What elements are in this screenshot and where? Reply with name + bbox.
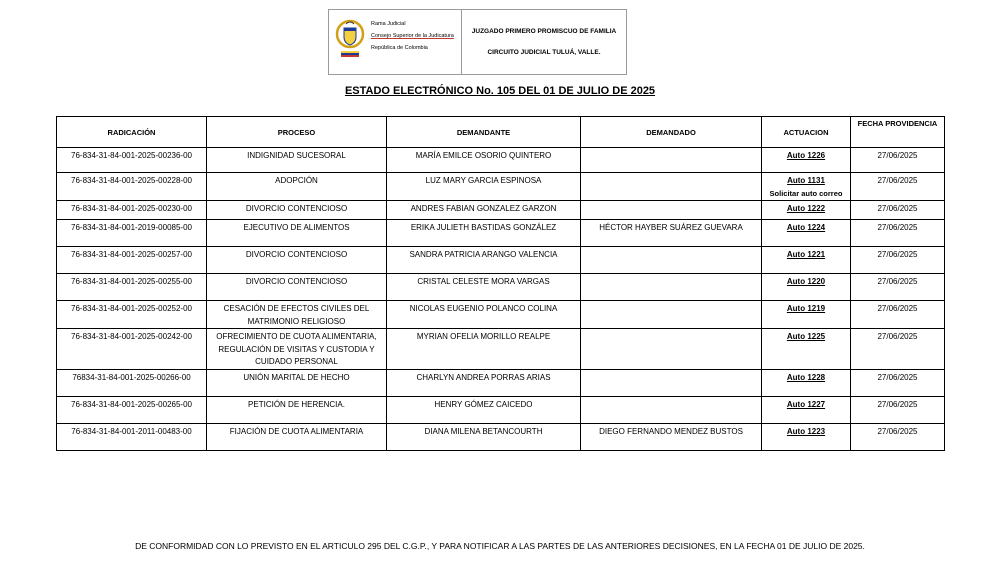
fecha-cell: 27/06/2025	[851, 247, 945, 274]
col-header-proceso: PROCESO	[207, 117, 387, 148]
footer-notice: DE CONFORMIDAD CON LO PREVISTO EN EL ARTICULO 295 DEL C.G.P., Y PARA NOTIFICAR A LAS PARTES DE LAS ANTERIORES DECISIONES, EN LA FECHA 01 DE JULIO DE 2025.	[135, 541, 865, 551]
court-info	[462, 10, 626, 74]
proceso-cell: OFRECIMIENTO DE CUOTA ALIMENTARIA, REGULACIÓN DE VISITAS Y CUSTODIA Y CUIDADO PERSONAL	[207, 329, 387, 370]
demandado-cell	[581, 369, 762, 396]
radicacion-cell: 76-834-31-84-001-2025-00236-00	[57, 148, 207, 173]
col-header-demandado: DEMANDADO	[581, 117, 762, 148]
radicacion-cell: 76-834-31-84-001-2025-00255-00	[57, 274, 207, 301]
demandante-cell: ERIKA JULIETH BASTIDAS GONZÁLEZ	[387, 220, 581, 247]
radicacion-cell: 76-834-31-84-001-2019-00085-00	[57, 220, 207, 247]
proceso-cell: INDIGNIDAD SUCESORAL	[207, 148, 387, 173]
demandante-cell: CHARLYN ANDREA PORRAS ARIAS	[387, 369, 581, 396]
demandado-cell	[581, 301, 762, 329]
demandante-cell: CRISTAL CELESTE MORA VARGAS	[387, 274, 581, 301]
actuacion-cell	[762, 201, 851, 220]
actuacion-cell	[762, 274, 851, 301]
actuacion-cell	[762, 301, 851, 329]
table-row	[57, 423, 945, 450]
actuacion-cell	[762, 173, 851, 201]
col-header-demandante: DEMANDANTE	[387, 117, 581, 148]
auto-link[interactable]: Auto 1224	[786, 223, 826, 232]
estado-table	[56, 116, 945, 451]
fecha-cell: 27/06/2025	[851, 396, 945, 423]
letterhead	[328, 9, 627, 75]
proceso-cell: UNIÓN MARITAL DE HECHO	[207, 369, 387, 396]
actuacion-cell	[762, 396, 851, 423]
demandado-cell	[581, 329, 762, 370]
letterhead-logo-area	[329, 10, 462, 74]
court-name: JUZGADO PRIMERO PROMISCUO DE FAMILIA	[471, 28, 617, 35]
proceso-cell: DIVORCIO CONTENCIOSO	[207, 274, 387, 301]
demandado-cell	[581, 247, 762, 274]
radicacion-cell: 76-834-31-84-001-2011-00483-00	[57, 423, 207, 450]
demandado-cell	[581, 173, 762, 201]
actuacion-cell	[762, 148, 851, 173]
demandante-cell: MARÍA EMILCE OSORIO QUINTERO	[387, 148, 581, 173]
org-line-1: Rama Judicial	[371, 21, 406, 27]
radicacion-cell: 76-834-31-84-001-2025-00257-00	[57, 247, 207, 274]
table-row	[57, 396, 945, 423]
auto-link[interactable]: Auto 1222	[786, 204, 826, 213]
auto-link[interactable]: Auto 1221	[786, 250, 826, 259]
fecha-cell: 27/06/2025	[851, 220, 945, 247]
demandado-cell	[581, 396, 762, 423]
fecha-cell: 27/06/2025	[851, 423, 945, 450]
fecha-cell: 27/06/2025	[851, 201, 945, 220]
proceso-cell: DIVORCIO CONTENCIOSO	[207, 247, 387, 274]
table-header-row	[57, 117, 945, 148]
auto-link[interactable]: Auto 1131	[787, 176, 825, 185]
fecha-cell: 27/06/2025	[851, 274, 945, 301]
table-row	[57, 148, 945, 173]
actuacion-cell	[762, 247, 851, 274]
demandante-cell: DIANA MILENA BETANCOURTH	[387, 423, 581, 450]
radicacion-cell: 76-834-31-84-001-2025-00228-00	[57, 173, 207, 201]
actuacion-cell	[762, 220, 851, 247]
demandado-cell: HÉCTOR HAYBER SUÁREZ GUEVARA	[581, 220, 762, 247]
auto-link[interactable]: Auto 1227	[786, 399, 826, 409]
actuacion-cell	[762, 329, 851, 370]
proceso-cell: PETICIÓN DE HERENCIA.	[207, 396, 387, 423]
table-row	[57, 220, 945, 247]
document-title: ESTADO ELECTRÓNICO No. 105 DEL 01 DE JULIO DE 2025	[344, 85, 656, 97]
auto-link[interactable]: Auto 1219	[786, 304, 826, 313]
table-row	[57, 369, 945, 396]
table-body	[57, 148, 945, 451]
org-line-2: Consejo Superior de la Judicatura	[371, 33, 454, 39]
table-row	[57, 301, 945, 329]
table-row	[57, 201, 945, 220]
radicacion-cell: 76834-31-84-001-2025-00266-00	[57, 369, 207, 396]
auto-link[interactable]: Auto 1225	[786, 332, 826, 341]
actuacion-cell	[762, 423, 851, 450]
court-circuit: CIRCUITO JUDICIAL TULUÁ, VALLE.	[487, 49, 601, 56]
fecha-cell: 27/06/2025	[851, 329, 945, 370]
demandante-cell: LUZ MARY GARCIA ESPINOSA	[387, 173, 581, 201]
proceso-cell: FIJACIÓN DE CUOTA ALIMENTARIA	[207, 423, 387, 450]
demandante-cell: HENRY GÓMEZ CAICEDO	[387, 396, 581, 423]
fecha-cell: 27/06/2025	[851, 369, 945, 396]
proceso-cell: DIVORCIO CONTENCIOSO	[207, 201, 387, 220]
demandado-cell	[581, 274, 762, 301]
radicacion-cell: 76-834-31-84-001-2025-00265-00	[57, 396, 207, 423]
demandante-cell: MYRIAN OFELIA MORILLO REALPE	[387, 329, 581, 370]
radicacion-cell: 76-834-31-84-001-2025-00242-00	[57, 329, 207, 370]
radicacion-cell: 76-834-31-84-001-2025-00230-00	[57, 201, 207, 220]
proceso-cell: EJECUTIVO DE ALIMENTOS	[207, 220, 387, 247]
demandado-cell	[581, 148, 762, 173]
proceso-cell: CESACIÓN DE EFECTOS CIVILES DEL MATRIMONIO RELIGIOSO	[207, 301, 387, 329]
demandante-cell: NICOLAS EUGENIO POLANCO COLINA	[387, 301, 581, 329]
actuacion-cell	[762, 369, 851, 396]
radicacion-cell: 76-834-31-84-001-2025-00252-00	[57, 301, 207, 329]
demandante-cell: SANDRA PATRICIA ARANGO VALENCIA	[387, 247, 581, 274]
fecha-cell: 27/06/2025	[851, 148, 945, 173]
auto-link[interactable]: Auto 1228	[786, 372, 826, 382]
table-row	[57, 329, 945, 370]
fecha-cell: 27/06/2025	[851, 301, 945, 329]
demandado-cell: DIEGO FERNANDO MENDEZ BUSTOS	[581, 423, 762, 450]
fecha-cell: 27/06/2025	[851, 173, 945, 201]
demandante-cell: ANDRES FABIAN GONZALEZ GARZON	[387, 201, 581, 220]
auto-link[interactable]: Auto 1226	[786, 151, 826, 160]
auto-link[interactable]: Auto 1220	[786, 277, 826, 286]
proceso-cell: ADOPCIÓN	[207, 173, 387, 201]
col-header-fecha: FECHA PROVIDENCIA	[851, 117, 945, 148]
demandado-cell	[581, 201, 762, 220]
table-row	[57, 247, 945, 274]
colombia-seal-icon	[335, 18, 365, 62]
auto-link[interactable]: Auto 1223	[786, 426, 826, 436]
col-header-actuacion: ACTUACION	[762, 117, 851, 148]
table-row	[57, 173, 945, 201]
col-header-radicacion: RADICACIÓN	[57, 117, 207, 148]
actuacion-note: Solicitar auto correo	[769, 188, 843, 198]
table-row	[57, 274, 945, 301]
org-line-3: República de Colombia	[371, 45, 428, 51]
